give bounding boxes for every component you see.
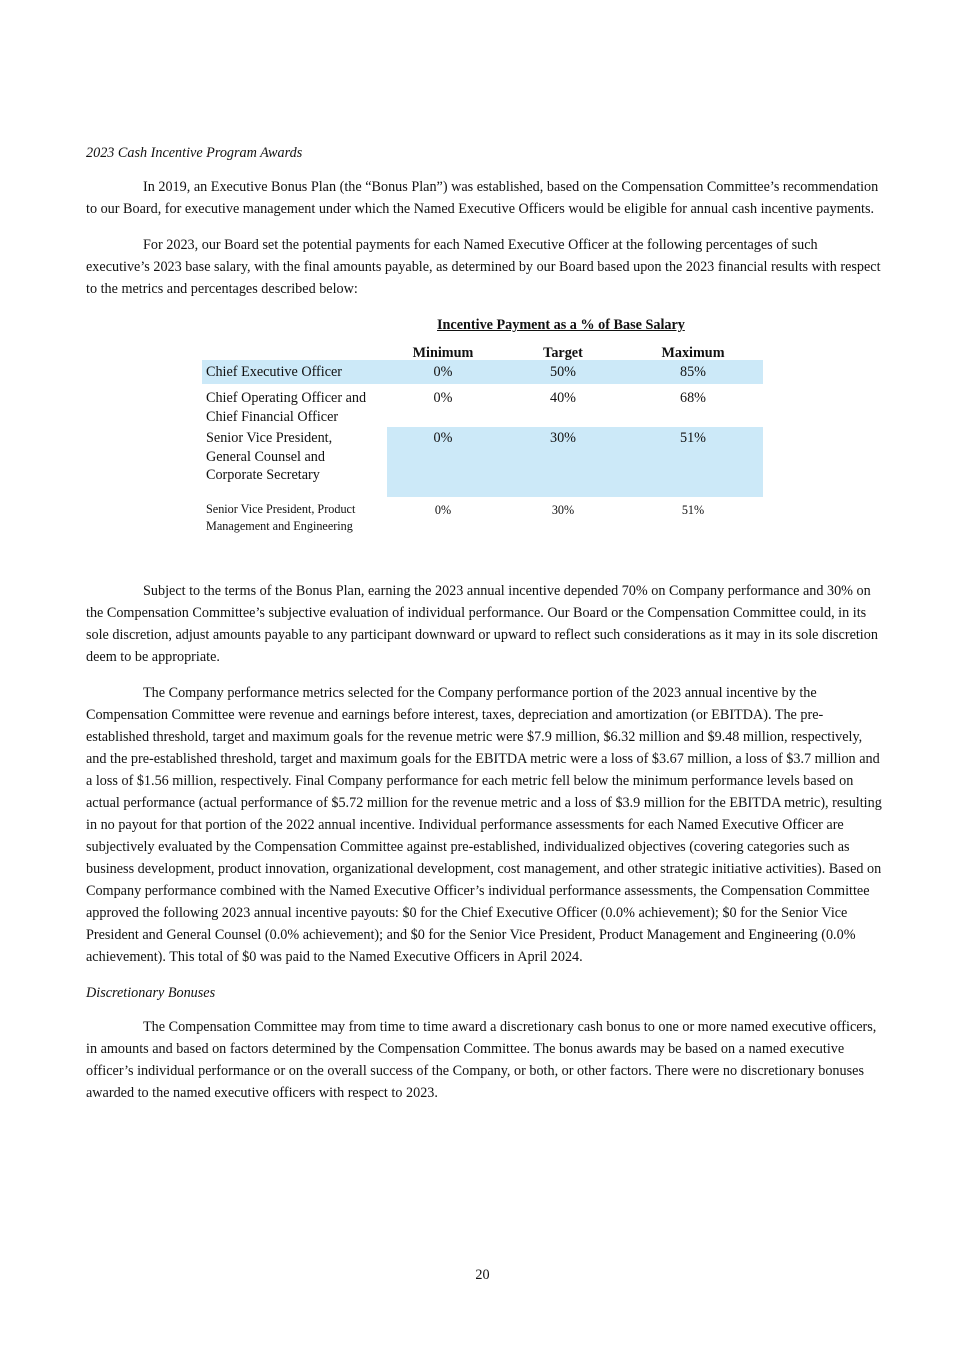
intro-paragraph-1: In 2019, an Executive Bonus Plan (the “Bonus Plan”) was established, based on the Compensation Committee’s recommendation to our Board, for executive management under which the Named Executive Officers would be eligible for annual cash incentive payments. bbox=[86, 179, 879, 217]
row-label: Senior Vice President, General Counsel and Corporate Secretary bbox=[206, 430, 333, 483]
row-label: Senior Vice President, Product Management and Engineering bbox=[206, 502, 356, 533]
column-header-target: Target bbox=[543, 345, 583, 360]
table-row bbox=[202, 427, 763, 497]
table-row bbox=[202, 501, 763, 555]
row-label: Chief Operating Officer and Chief Financial Officer bbox=[206, 390, 367, 425]
cell-maximum: 85% bbox=[679, 364, 706, 380]
cell-minimum: 0% bbox=[433, 430, 453, 446]
cell-maximum: 51% bbox=[681, 503, 705, 517]
page-number: 20 bbox=[475, 1267, 490, 1283]
cell-target: 30% bbox=[549, 430, 576, 446]
cell-target: 40% bbox=[549, 390, 576, 406]
incentive-table bbox=[86, 314, 882, 566]
performance-metrics-paragraph: The Company performance metrics selected for the Company performance portion of the 2023 annual incentive by the Compensation Committee were revenue and earnings before interest, taxes, depreciation and amortization (or EBITDA). The pre-established threshold, target and maximum goals for the revenue metric were $7.9 million, $6.32 million and $9.48 million, respectively, and the pre-established threshold, target and maximum goals for the EBITDA metric were a loss of $3.67 million, a loss of $3.7 million and a loss of $1.56 million, respectively. Final Company performance for each metric fell below the minimum performance levels based on actual performance (actual performance of $5.72 million for the revenue metric and a loss of $3.9 million for the EBITDA metric), resulting in no payout for that portion of the 2022 annual incentive. Individual performance assessments for each Named Executive Officer are subjectively evaluated by the Compensation Committee against pre-established, individualized objectives (covering categories such as business development, product innovation, organizational development, cost management, and other strategic initiative activities). Based on Company performance combined with the Named Executive Officer’s individual performance assessments, the Compensation Committee approved the following 2023 annual incentive payouts: $0 for the Chief Executive Officer (0.0% achievement); $0 for the Senior Vice President and General Counsel (0.0% achievement); and $0 for the Senior Vice President, Product Management and Engineering (0.0% achievement). This total of $0 was paid to the Named Executive Officers in April 2024. bbox=[86, 685, 882, 965]
table-row bbox=[202, 388, 763, 426]
discretionary-bonuses-title: Discretionary Bonuses bbox=[86, 985, 216, 1001]
intro-paragraph-2: For 2023, our Board set the potential payments for each Named Executive Officer at the following percentages of such executive’s 2023 base salary, with the final amounts payable, as determined by our Board based upon the 2023 financial results with respect to the metrics and percentages described below: bbox=[86, 237, 881, 297]
column-header-minimum: Minimum bbox=[412, 345, 474, 360]
cell-minimum: 0% bbox=[434, 503, 452, 517]
cell-minimum: 0% bbox=[433, 390, 453, 406]
cell-target: 30% bbox=[551, 503, 575, 517]
cell-maximum: 51% bbox=[679, 430, 706, 446]
document-page bbox=[86, 142, 882, 1118]
row-label: Chief Executive Officer bbox=[206, 364, 343, 380]
table-row bbox=[202, 360, 763, 384]
section-title: 2023 Cash Incentive Program Awards bbox=[86, 145, 303, 161]
cell-maximum: 68% bbox=[679, 390, 706, 406]
column-header-maximum: Maximum bbox=[661, 345, 725, 360]
discretionary-bonuses-paragraph: The Compensation Committee may from time to time award a discretionary cash bonus to one or more named executive officers, in amounts and based on factors determined by the Compensation Committee. The bonus awards may be based on a named executive officer’s individual performance or on the overall success of the Company, or both, or other factors. There were no discretionary bonuses awarded to the named executive officers with respect to 2023. bbox=[86, 1019, 877, 1101]
bonus-plan-terms-paragraph: Subject to the terms of the Bonus Plan, earning the 2023 annual incentive depended 70% on Company performance and 30% on the Compensation Committee’s subjective evaluation of individual performance. Our Board or the Compensation Committee could, in its sole discretion, adjust amounts payable to any participant downward or upward to reflect such considerations as it may in its sole discretion deem to be appropriate. bbox=[86, 583, 878, 665]
cell-target: 50% bbox=[549, 364, 576, 380]
table-header: Incentive Payment as a % of Base Salary bbox=[437, 317, 685, 333]
cell-minimum: 0% bbox=[433, 364, 453, 380]
